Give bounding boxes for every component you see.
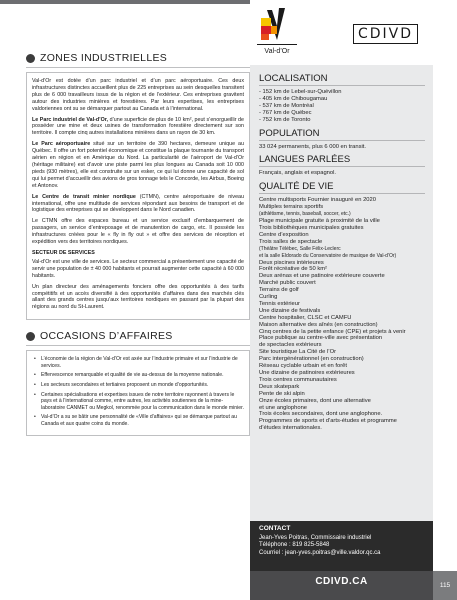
localisation-list (259, 89, 425, 124)
qualite-line: Deux arénas et une patinoire extérieure couverte (259, 273, 385, 280)
qualite-title: QUALITÉ DE VIE (259, 181, 425, 194)
zones-paragraph-4 (32, 194, 244, 215)
occasions-item: • Effervescence remarquable et qualité de vie au-dessus de la moyenne nationale. (32, 372, 244, 379)
left-column (26, 52, 250, 436)
zones-paragraph-2-bold: Le Parc industriel de Val-d’Or, (32, 116, 109, 123)
contact-title: CONTACT (259, 525, 291, 532)
qualite-list (259, 197, 425, 432)
occasions-item: • Les secteurs secondaires et tertiaires proposent un monde d’opportunités. (32, 382, 244, 389)
page-number: 115 (433, 571, 457, 600)
qualite-line: Plage municipale gratuite à proximité de la ville (259, 218, 380, 225)
zones-paragraph-3-text: situé sur un territoire de 390 hectares, demeure unique au Québec. Il offre un fort potentiel économique et constitue la plaque tournante du transport aérien en région et en Amérique du Nord. La particularité de l’aéroport de Val-d’Or (héritage militaire) est d’avoir une piste parmi les plus longues au Canada soit 10 000 pieds (930 mètres), elle est construite sur un esker, ce qui lui donne une capacité de sol qui lui permet d’accueillir des avions de gros tonnage tels le Concorde, les Airbus, Boeing et Antonov. (32, 141, 244, 189)
qualite-line: Deux skatepark (259, 383, 300, 390)
qualite-line: Programmes de sports et d’arts-études et programme (259, 418, 397, 425)
qualite-line: de spectacles extérieurs (259, 342, 322, 349)
qualite-line: Trois salles de spectacle (259, 238, 323, 245)
qualite-line: et la salle Eldorado du Conservatoire de musique de Val-d’Or) (259, 252, 397, 259)
qualite-line: Centre hospitalier, CLSC et CAMFU (259, 314, 352, 321)
cdivd-logo: CDIVD (353, 24, 418, 44)
qualite-line: Multiples terrains sportifs (259, 204, 324, 211)
right-column (250, 0, 433, 600)
qualite-line: Pente de ski alpin (259, 390, 305, 397)
zones-header (26, 52, 250, 68)
qualite-line: Une dizaine de patinoires extérieures (259, 370, 355, 376)
val-dor-logo-icon (255, 4, 299, 62)
qualite-line: Trois écoles secondaires, dont une anglophone. (259, 411, 383, 418)
info-panel (250, 65, 433, 521)
zones-paragraph-3 (32, 141, 244, 189)
localisation-line: - 767 km de Québec (259, 109, 312, 116)
occasions-item: • Val-d’Or a su se bâtir une personnalité de «Ville d’affaires» qui se démarque partout au Canada et aux quatre coins du monde. (32, 414, 244, 427)
zones-paragraph-6: Val-d’Or est une ville de services. Le secteur commercial a présentement une capacité de servir une population de ± 40 000 habitants et pourrait augmenter cette capacité à 60 000 habitants. (32, 258, 244, 279)
population-text: 33 024 permanents, plus 6 000 en transit. (259, 143, 366, 150)
zones-paragraph-1: Val-d’Or est dotée d’un parc industriel et d’un parc aéroportuaire. Ces deux infrastructures distinctes accueillent plus de 225 entreprises au sein desquelles transitent plus de 6 000 travailleurs issus de la région et de l’extérieur. Ces entreprises gravitent autour des industries minières et forestières. Par leurs expertises, les entreprises valdoriennes ont su se démarquer partout au Canada et à l’international. (32, 78, 244, 112)
qualite-line: Trois bibliothèques municipales gratuites (259, 224, 364, 231)
localisation-title: LOCALISATION (259, 73, 425, 86)
localisation-line: - 537 km de Montréal (259, 102, 314, 109)
qualite-line: Site touristique La Cité de l’Or (259, 349, 337, 356)
qualite-line: Réseau cyclable urbain et en forêt (259, 363, 347, 370)
contact-phone[interactable]: Téléphone : 819 825-5848 (259, 542, 330, 549)
qualite-line: Parc intergénérationnel (en construction) (259, 356, 364, 363)
occasions-item: • L’économie de la région de Val-d’Or est axée sur l’industrie primaire et sur l’industrie de services. (32, 356, 244, 369)
qualite-line: Cinq centres de la petite enfance (CPE) et projets à venir (259, 328, 406, 335)
qualite-line: et une anglophone (259, 404, 308, 411)
qualite-line: Forêt récréative de 50 km² (259, 266, 327, 273)
bullet-dot-icon (26, 332, 35, 341)
contact-email[interactable]: Courriel : jean-yves.poitras@ville.valdor.qc.ca (259, 549, 381, 556)
localisation-line: - 752 km de Toronto (259, 116, 311, 123)
qualite-line: Centre d’exposition (259, 231, 309, 238)
footer-site-link[interactable]: CDIVD.CA (250, 571, 433, 600)
zones-paragraph-4-text: (CTMN), centre aéroportuaire de niveau international, offre une multitude de services répondant aux besoins de transport et de logistique des entreprises qui se développent dans le Nord canadien. (32, 193, 244, 214)
top-rule (0, 0, 250, 4)
zones-paragraph-5: Le CTMN offre des espaces bureau et un service exclusif d’embarquement de passagers, un service d’entreposage et de manutention de cargo, etc. Il possède les infrastructures créées pour le « fly in fly out » et offre des services de réception et expédition vers des territoires nordiques. (32, 218, 244, 246)
zones-paragraph-4-bold: Le Centre de transit minier nordique (32, 193, 136, 200)
contact-box (250, 521, 433, 571)
qualite-line: Curling (259, 294, 278, 301)
zones-paragraph-2 (32, 117, 244, 138)
zones-paragraph-7: Un plan directeur des aménagements fonciers offre des opportunités à des tarifs compétitifs et un accès diversifié à des opportunités d’affaires dans des marchés clés allant des grands centres jusqu’aux territoires nordiques en passant par la plupart des régions au nord du St-Laurent. (32, 283, 244, 311)
logo-area (250, 0, 433, 65)
qualite-line: (Théâtre Télébec, Salle Félix-Leclerc (259, 245, 341, 252)
qualite-line: Deux piscines intérieures (259, 259, 324, 266)
qualite-line: Onze écoles primaires, dont une alternative (259, 397, 371, 404)
qualite-line: d’études internationales. (259, 425, 322, 432)
val-dor-logo-text: Val-d’Or (264, 48, 290, 55)
qualite-line: Trois centres communautaires (259, 376, 337, 383)
contact-name: Jean-Yves Poitras, Commissaire industriel (259, 535, 372, 541)
zones-box (26, 72, 250, 320)
qualite-line: Place publique au centre-ville avec présentation (259, 335, 383, 342)
zones-paragraph-3-bold: Le Parc aéroportuaire (32, 141, 91, 148)
qualite-line: Marché public couvert (259, 280, 316, 287)
qualite-line: Une dizaine de festivals (259, 307, 321, 314)
bullet-dot-icon (26, 54, 35, 63)
qualite-line: Tennis extérieur (259, 300, 300, 307)
qualite-line: (athlétisme, tennis, baseball, soccer, etc.) (259, 211, 351, 218)
qualite-line: Maison alternative des aînés (en construction) (259, 321, 378, 328)
langues-text: Français, anglais et espagnol. (259, 170, 337, 177)
zones-paragraph-2-text: d’une superficie de plus de 10 km², peut s’enorgueillir de posséder une mine et deux usines de transformation forestière directement sur son territoire. Il compte cinq autres installations minières dans un rayon de 30 km. (32, 116, 244, 137)
occasions-title: OCCASIONS D’AFFAIRES (40, 330, 173, 343)
occasions-item: • Certaines spécialisations et expertises issues de notre territoire rayonnent à travers le pays et à l’international comme, entre autres, les activités soutiennes de la mine-laboratoire CANMET ou Megkol, renommée pour la communication dans le monde minier. (32, 392, 244, 412)
services-subheading: SECTEUR DE SERVICES (32, 249, 95, 256)
localisation-line: - 152 km de Lebel-sur-Quévillon (259, 89, 342, 95)
langues-title: LANGUES PARLÉES (259, 154, 425, 167)
occasions-box (26, 350, 250, 435)
population-title: POPULATION (259, 128, 425, 141)
localisation-line: - 405 km de Chibougamau (259, 95, 328, 102)
qualite-line: Terrains de golf (259, 287, 299, 294)
zones-title: ZONES INDUSTRIELLES (40, 52, 168, 64)
occasions-header (26, 330, 250, 346)
qualite-line: Centre multisports Fournier inauguré en 2020 (259, 197, 376, 204)
